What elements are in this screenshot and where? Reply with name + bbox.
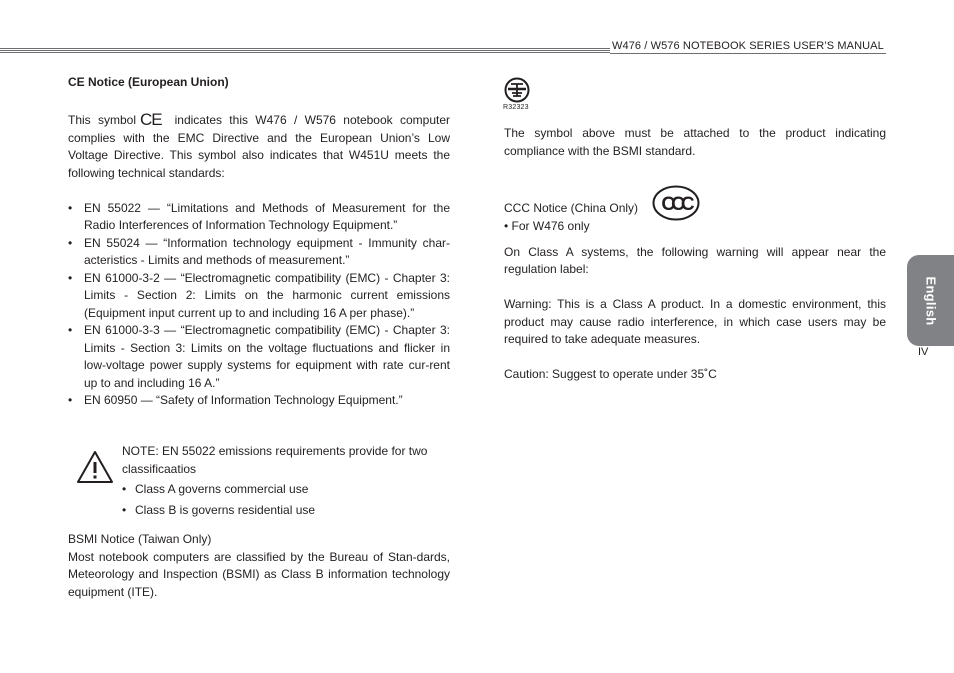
ce-intro-post: indicates this W476 / W576 notebook computer complies with the EMC Directive and the European Union’s Low Voltage Directive. This symbol also indicates that W451U meets the following technical standards:: [68, 113, 450, 180]
class-a-intro: On Class A systems, the following warning will appear near the regulation label:: [504, 244, 886, 276]
note-text: NOTE: EN 55022 emissions requirements provide for two classificaatios: [122, 444, 428, 476]
list-item: • EN 61000-3-2 — “Electromagnetic compatibility (EMC) - Chapter 3: Limits - Section 2: Limits on the harmonic current emissions (Equipment input current up to and including 16 A per phase).”: [68, 270, 450, 323]
class-a-warning: Warning: This is a Class A product. In a domestic environment, this product may cause radio interference, in which case users may be required to take adequate measures.: [504, 297, 886, 346]
list-item: • EN 55024 — “Information technology equipment - Immunity char-acteristics - Limits and methods of measurement.”: [68, 235, 450, 270]
ce-intro-pre: This symbol: [68, 113, 136, 127]
list-item: • EN 61000-3-3 — “Electromagnetic compatibility (EMC) - Chapter 3: Limits - Section 3: Limits on the voltage fluctuations and flicker in low-voltage power supply systems for equipment with rate cur-rent up to and including 16 A.”: [68, 322, 450, 392]
list-item: • EN 60950 — “Safety of Information Technology Equipment.”: [68, 392, 450, 410]
ce-intro-paragraph: [68, 111, 450, 182]
header-rule-right: [610, 53, 886, 54]
standards-list: [68, 200, 450, 410]
language-tab-label: English: [923, 275, 938, 326]
bsmi-paragraph: Most notebook computers are classified by the Bureau of Stan-dards, Meteorology and Inspection (BSMI) as Class B information technology equipment (ITE).: [68, 549, 450, 599]
warning-triangle-icon: [76, 450, 114, 489]
bsmi-heading: BSMI Notice (Taiwan Only): [68, 532, 212, 546]
ccc-heading: CCC Notice (China Only): [504, 201, 639, 215]
caution-text: Caution: Suggest to operate under 35˚C: [504, 367, 717, 381]
list-item: • EN 55022 — “Limitations and Methods of Measurement for the Radio Interferences of Information Technology Equipment.”: [68, 200, 450, 235]
bsmi-number: R32323: [503, 104, 529, 111]
header-rule-double: [0, 48, 610, 54]
note-list: [122, 481, 450, 519]
page-number: IV: [918, 346, 929, 358]
bsmi-statement: The symbol above must be attached to the product indicating compliance with the BSMI standard.: [504, 126, 886, 158]
language-tab: [907, 255, 954, 346]
list-item: • Class B is governs residential use: [122, 502, 450, 520]
ce-notice-heading: CE Notice (European Union): [68, 75, 229, 89]
note-block: [68, 443, 450, 523]
note-content: [122, 443, 450, 522]
left-column: [68, 74, 450, 410]
ccc-model-note: • For W476 only: [504, 219, 590, 233]
bsmi-statement-block: [504, 125, 886, 160]
bsmi-section: [68, 531, 450, 601]
right-column: [504, 218, 886, 384]
svg-text:CCC: CCC: [661, 194, 691, 215]
ce-mark-icon: CE: [140, 110, 162, 129]
header-title: W476 / W576 NOTEBOOK SERIES USER’S MANUAL: [612, 40, 884, 52]
list-item: • Class A governs commercial use: [122, 481, 450, 499]
